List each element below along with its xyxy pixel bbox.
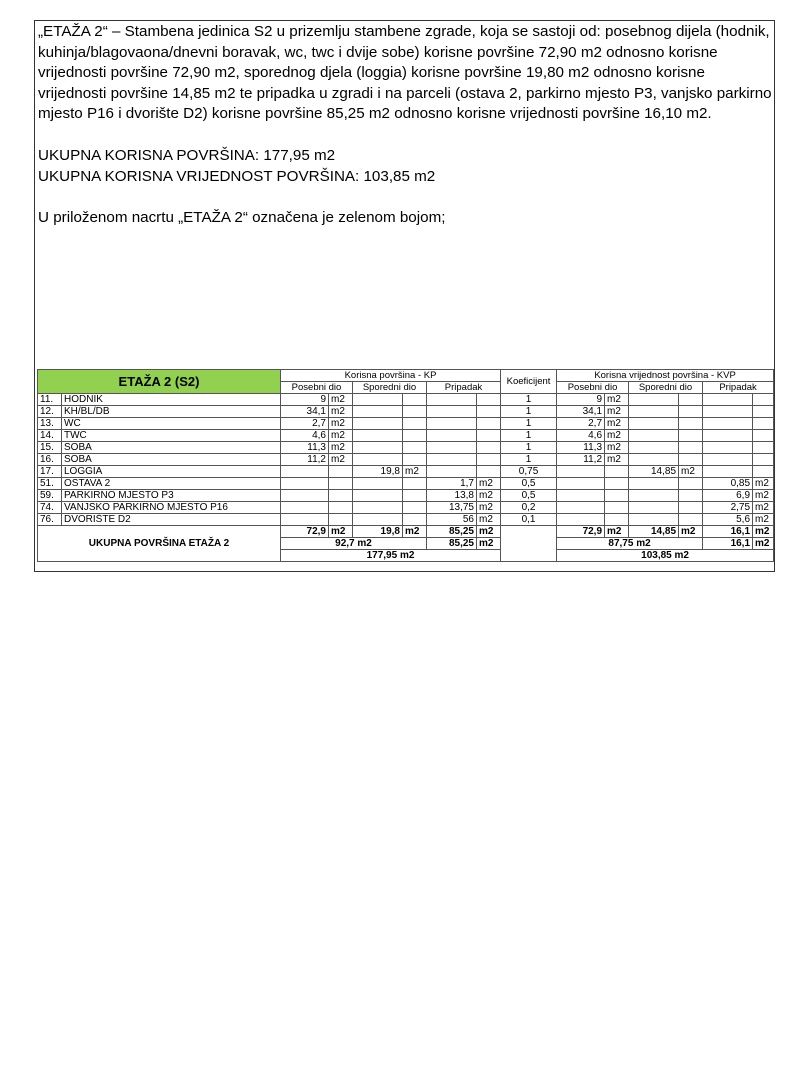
unit-cell bbox=[605, 502, 629, 514]
total-kp-pripadak: 85,25 bbox=[427, 526, 477, 538]
unit-cell: m2 bbox=[679, 526, 703, 538]
unit-cell bbox=[403, 454, 427, 466]
kvp-pripadak-cell: 5,6 bbox=[703, 514, 753, 526]
total-kp-sporedni: 19,8 bbox=[353, 526, 403, 538]
unit-cell bbox=[403, 478, 427, 490]
koeficijent-cell: 0,2 bbox=[501, 502, 557, 514]
kvp-sporedni-cell bbox=[629, 394, 679, 406]
row-name-cell: VANJSKO PARKIRNO MJESTO P16 bbox=[62, 502, 281, 514]
koeficijent-cell: 1 bbox=[501, 430, 557, 442]
unit-cell: m2 bbox=[753, 490, 774, 502]
unit-cell bbox=[753, 418, 774, 430]
unit-cell: m2 bbox=[477, 526, 501, 538]
kp-posebni-header: Posebni dio bbox=[281, 382, 353, 394]
kp-posebni-cell: 9 bbox=[281, 394, 329, 406]
koeficijent-cell: 0,75 bbox=[501, 466, 557, 478]
unit-cell: m2 bbox=[753, 538, 774, 550]
kp-posebni-cell: 4,6 bbox=[281, 430, 329, 442]
unit-cell: m2 bbox=[605, 454, 629, 466]
kp-pripadak-cell bbox=[427, 442, 477, 454]
kvp-pripadak-cell bbox=[703, 418, 753, 430]
table-row bbox=[38, 394, 774, 406]
unit-cell bbox=[679, 514, 703, 526]
unit-cell bbox=[679, 502, 703, 514]
table-row bbox=[38, 466, 774, 478]
kp-pripadak-header: Pripadak bbox=[427, 382, 501, 394]
unit-cell bbox=[329, 478, 353, 490]
intro-text bbox=[38, 22, 773, 229]
row-number-cell: 76. bbox=[38, 514, 62, 526]
total-kp-pripadak-2: 85,25 bbox=[427, 538, 477, 550]
unit-cell bbox=[329, 514, 353, 526]
unit-cell bbox=[605, 478, 629, 490]
table-title: ETAŽA 2 (S2) bbox=[38, 370, 281, 394]
total-kvp-pos-spo: 87,75 m2 bbox=[557, 538, 703, 550]
kp-posebni-cell bbox=[281, 490, 329, 502]
kvp-sporedni-cell bbox=[629, 514, 679, 526]
unit-cell bbox=[753, 394, 774, 406]
kvp-sporedni-cell bbox=[629, 442, 679, 454]
row-number-cell: 11. bbox=[38, 394, 62, 406]
kvp-header: Korisna vrijednost površina - KVP bbox=[557, 370, 774, 382]
table-row bbox=[38, 454, 774, 466]
kvp-sporedni-cell bbox=[629, 490, 679, 502]
kp-pripadak-cell bbox=[427, 430, 477, 442]
row-name-cell: OSTAVA 2 bbox=[62, 478, 281, 490]
total-kvp-pripadak-2: 16,1 bbox=[703, 538, 753, 550]
kvp-sporedni-cell bbox=[629, 502, 679, 514]
row-name-cell: WC bbox=[62, 418, 281, 430]
unit-cell: m2 bbox=[753, 514, 774, 526]
total-kvp-sporedni: 14,85 bbox=[629, 526, 679, 538]
unit-cell: m2 bbox=[329, 394, 353, 406]
table-row bbox=[38, 502, 774, 514]
row-number-cell: 13. bbox=[38, 418, 62, 430]
kvp-posebni-cell: 4,6 bbox=[557, 430, 605, 442]
kvp-pripadak-cell: 0,85 bbox=[703, 478, 753, 490]
kp-posebni-cell bbox=[281, 502, 329, 514]
unit-cell: m2 bbox=[605, 406, 629, 418]
total-kvp-all: 103,85 m2 bbox=[557, 550, 774, 562]
kp-posebni-cell: 11,2 bbox=[281, 454, 329, 466]
unit-cell: m2 bbox=[477, 490, 501, 502]
kvp-pripadak-cell bbox=[703, 430, 753, 442]
unit-cell bbox=[679, 490, 703, 502]
kp-pripadak-cell bbox=[427, 454, 477, 466]
row-number-cell: 12. bbox=[38, 406, 62, 418]
kvp-posebni-cell bbox=[557, 466, 605, 478]
unit-cell bbox=[477, 454, 501, 466]
total-value-line: UKUPNA KORISNA VRIJEDNOST POVRŠINA: 103,85 m2 bbox=[38, 167, 436, 185]
kp-pripadak-cell bbox=[427, 394, 477, 406]
kvp-posebni-cell bbox=[557, 502, 605, 514]
unit-cell bbox=[403, 430, 427, 442]
kp-posebni-cell bbox=[281, 514, 329, 526]
kvp-pripadak-cell: 6,9 bbox=[703, 490, 753, 502]
table-row bbox=[38, 478, 774, 490]
unit-cell bbox=[329, 490, 353, 502]
unit-cell: m2 bbox=[403, 526, 427, 538]
unit-cell bbox=[679, 418, 703, 430]
kp-posebni-cell bbox=[281, 466, 329, 478]
unit-cell: m2 bbox=[329, 442, 353, 454]
unit-cell bbox=[403, 490, 427, 502]
row-number-cell: 74. bbox=[38, 502, 62, 514]
kp-sporedni-cell bbox=[353, 442, 403, 454]
unit-cell bbox=[403, 442, 427, 454]
kvp-sporedni-cell bbox=[629, 478, 679, 490]
unit-cell bbox=[403, 406, 427, 418]
kvp-posebni-cell: 11,2 bbox=[557, 454, 605, 466]
kvp-posebni-cell: 34,1 bbox=[557, 406, 605, 418]
kp-sporedni-cell bbox=[353, 490, 403, 502]
kp-sporedni-cell bbox=[353, 514, 403, 526]
row-number-cell: 51. bbox=[38, 478, 62, 490]
kp-posebni-cell: 34,1 bbox=[281, 406, 329, 418]
unit-cell bbox=[329, 466, 353, 478]
unit-cell bbox=[679, 442, 703, 454]
koeficijent-cell: 0,5 bbox=[501, 490, 557, 502]
unit-cell bbox=[605, 490, 629, 502]
koeficijent-cell: 1 bbox=[501, 418, 557, 430]
kvp-posebni-cell: 2,7 bbox=[557, 418, 605, 430]
unit-cell bbox=[679, 406, 703, 418]
table-row bbox=[38, 442, 774, 454]
total-kp-all: 177,95 m2 bbox=[281, 550, 501, 562]
unit-cell: m2 bbox=[477, 478, 501, 490]
kvp-posebni-cell bbox=[557, 490, 605, 502]
unit-cell bbox=[403, 394, 427, 406]
kvp-sporedni-cell bbox=[629, 454, 679, 466]
unit-cell: m2 bbox=[605, 418, 629, 430]
unit-cell bbox=[477, 394, 501, 406]
header-row-1 bbox=[38, 370, 774, 382]
unit-cell bbox=[477, 406, 501, 418]
unit-cell bbox=[679, 394, 703, 406]
unit-cell bbox=[403, 418, 427, 430]
kp-posebni-cell: 11,3 bbox=[281, 442, 329, 454]
unit-cell bbox=[403, 502, 427, 514]
kvp-posebni-cell bbox=[557, 514, 605, 526]
kp-posebni-cell bbox=[281, 478, 329, 490]
kp-sporedni-cell bbox=[353, 454, 403, 466]
unit-cell: m2 bbox=[753, 478, 774, 490]
koeficijent-cell: 1 bbox=[501, 454, 557, 466]
unit-cell bbox=[679, 478, 703, 490]
note-line: U priloženom nacrtu „ETAŽA 2“ označena je zelenom bojom; bbox=[38, 209, 446, 227]
total-kp-posebni: 72,9 bbox=[281, 526, 329, 538]
koeficijent-cell: 0,1 bbox=[501, 514, 557, 526]
row-name-cell: TWC bbox=[62, 430, 281, 442]
kvp-sporedni-cell bbox=[629, 430, 679, 442]
totals-label: UKUPNA POVRŠINA ETAŽA 2 bbox=[38, 526, 281, 562]
kvp-pripadak-cell bbox=[703, 442, 753, 454]
row-name-cell: SOBA bbox=[62, 454, 281, 466]
kp-posebni-cell: 2,7 bbox=[281, 418, 329, 430]
table-row bbox=[38, 406, 774, 418]
row-number-cell: 16. bbox=[38, 454, 62, 466]
kvp-sporedni-cell bbox=[629, 418, 679, 430]
row-name-cell: PARKIRNO MJESTO P3 bbox=[62, 490, 281, 502]
kp-sporedni-cell bbox=[353, 430, 403, 442]
kvp-sporedni-cell: 14,85 bbox=[629, 466, 679, 478]
koef-header: Koeficijent bbox=[501, 370, 557, 394]
unit-cell bbox=[477, 430, 501, 442]
unit-cell: m2 bbox=[605, 526, 629, 538]
kvp-pripadak-cell bbox=[703, 466, 753, 478]
koeficijent-cell: 0,5 bbox=[501, 478, 557, 490]
unit-cell: m2 bbox=[477, 502, 501, 514]
total-kp-pos-spo: 92,7 m2 bbox=[281, 538, 427, 550]
kvp-posebni-cell bbox=[557, 478, 605, 490]
unit-cell bbox=[329, 502, 353, 514]
kp-sporedni-cell bbox=[353, 406, 403, 418]
unit-cell: m2 bbox=[329, 418, 353, 430]
unit-cell: m2 bbox=[329, 526, 353, 538]
kp-pripadak-cell: 56 bbox=[427, 514, 477, 526]
table-row bbox=[38, 514, 774, 526]
row-number-cell: 17. bbox=[38, 466, 62, 478]
unit-cell: m2 bbox=[753, 502, 774, 514]
koeficijent-cell: 1 bbox=[501, 394, 557, 406]
unit-cell bbox=[477, 418, 501, 430]
kp-sporedni-cell bbox=[353, 502, 403, 514]
row-number-cell: 15. bbox=[38, 442, 62, 454]
koeficijent-cell: 1 bbox=[501, 406, 557, 418]
kvp-pripadak-cell bbox=[703, 394, 753, 406]
kvp-pripadak-cell bbox=[703, 406, 753, 418]
kp-sporedni-header: Sporedni dio bbox=[353, 382, 427, 394]
unit-cell: m2 bbox=[753, 526, 774, 538]
kp-pripadak-cell: 1,7 bbox=[427, 478, 477, 490]
kvp-pripadak-cell: 2,75 bbox=[703, 502, 753, 514]
kp-sporedni-cell bbox=[353, 394, 403, 406]
total-kvp-pripadak: 16,1 bbox=[703, 526, 753, 538]
kp-sporedni-cell bbox=[353, 478, 403, 490]
unit-cell bbox=[753, 442, 774, 454]
unit-cell: m2 bbox=[477, 514, 501, 526]
unit-cell bbox=[477, 466, 501, 478]
kp-pripadak-cell: 13,75 bbox=[427, 502, 477, 514]
kp-sporedni-cell bbox=[353, 418, 403, 430]
row-name-cell: KH/BL/DB bbox=[62, 406, 281, 418]
table-row bbox=[38, 418, 774, 430]
kvp-sporedni-cell bbox=[629, 406, 679, 418]
unit-cell: m2 bbox=[605, 394, 629, 406]
kp-pripadak-cell bbox=[427, 406, 477, 418]
unit-cell bbox=[753, 466, 774, 478]
row-name-cell: HODNIK bbox=[62, 394, 281, 406]
total-area-line: UKUPNA KORISNA POVRŠINA: 177,95 m2 bbox=[38, 146, 336, 164]
kvp-pripadak-cell bbox=[703, 454, 753, 466]
kp-pripadak-cell: 13,8 bbox=[427, 490, 477, 502]
kp-pripadak-cell bbox=[427, 418, 477, 430]
unit-cell: m2 bbox=[403, 466, 427, 478]
kvp-posebni-cell: 9 bbox=[557, 394, 605, 406]
kp-header: Korisna površina - KP bbox=[281, 370, 501, 382]
unit-cell bbox=[679, 454, 703, 466]
koef-empty-cell bbox=[501, 526, 557, 562]
row-name-cell: SOBA bbox=[62, 442, 281, 454]
intro-paragraph: „ETAŽA 2“ – Stambena jedinica S2 u prizemlju stambene zgrade, koja se sastoji od: posebnog dijela (hodnik, kuhinja/blagovaona/dnevni boravak, wc, twc i dvije sobe) korisne površine 72,90 m2 odnosno korisne vrijednosti površine 72,90 m2, sporednog djela (loggia) korisne površine 19,80 m2 odnosno korisne vrijednosti površine 14,85 m2 te pripadka u zgradi i na parceli (ostava 2, parkirno mjesto P3, vanjsko parkirno mjesto P16 i dvorište D2) korisne površine 85,25 m2 odnosno korisne vrijednosti površine 16,10 m2. bbox=[38, 23, 772, 123]
unit-cell bbox=[605, 514, 629, 526]
unit-cell bbox=[753, 406, 774, 418]
unit-cell bbox=[753, 454, 774, 466]
unit-cell bbox=[753, 430, 774, 442]
row-number-cell: 14. bbox=[38, 430, 62, 442]
unit-cell: m2 bbox=[329, 430, 353, 442]
total-kvp-posebni: 72,9 bbox=[557, 526, 605, 538]
area-table bbox=[37, 369, 774, 562]
kp-pripadak-cell bbox=[427, 466, 477, 478]
row-number-cell: 59. bbox=[38, 490, 62, 502]
table-row bbox=[38, 490, 774, 502]
table-row bbox=[38, 430, 774, 442]
koeficijent-cell: 1 bbox=[501, 442, 557, 454]
unit-cell bbox=[679, 430, 703, 442]
unit-cell: m2 bbox=[329, 454, 353, 466]
unit-cell bbox=[605, 466, 629, 478]
row-name-cell: DVORIŠTE D2 bbox=[62, 514, 281, 526]
kvp-pripadak-header: Pripadak bbox=[703, 382, 774, 394]
unit-cell bbox=[403, 514, 427, 526]
totals-row-1 bbox=[38, 526, 774, 538]
row-name-cell: LOGGIA bbox=[62, 466, 281, 478]
kvp-sporedni-header: Sporedni dio bbox=[629, 382, 703, 394]
kvp-posebni-header: Posebni dio bbox=[557, 382, 629, 394]
kp-sporedni-cell: 19,8 bbox=[353, 466, 403, 478]
unit-cell: m2 bbox=[605, 442, 629, 454]
unit-cell: m2 bbox=[605, 430, 629, 442]
unit-cell: m2 bbox=[329, 406, 353, 418]
unit-cell: m2 bbox=[679, 466, 703, 478]
kvp-posebni-cell: 11,3 bbox=[557, 442, 605, 454]
unit-cell bbox=[477, 442, 501, 454]
unit-cell: m2 bbox=[477, 538, 501, 550]
